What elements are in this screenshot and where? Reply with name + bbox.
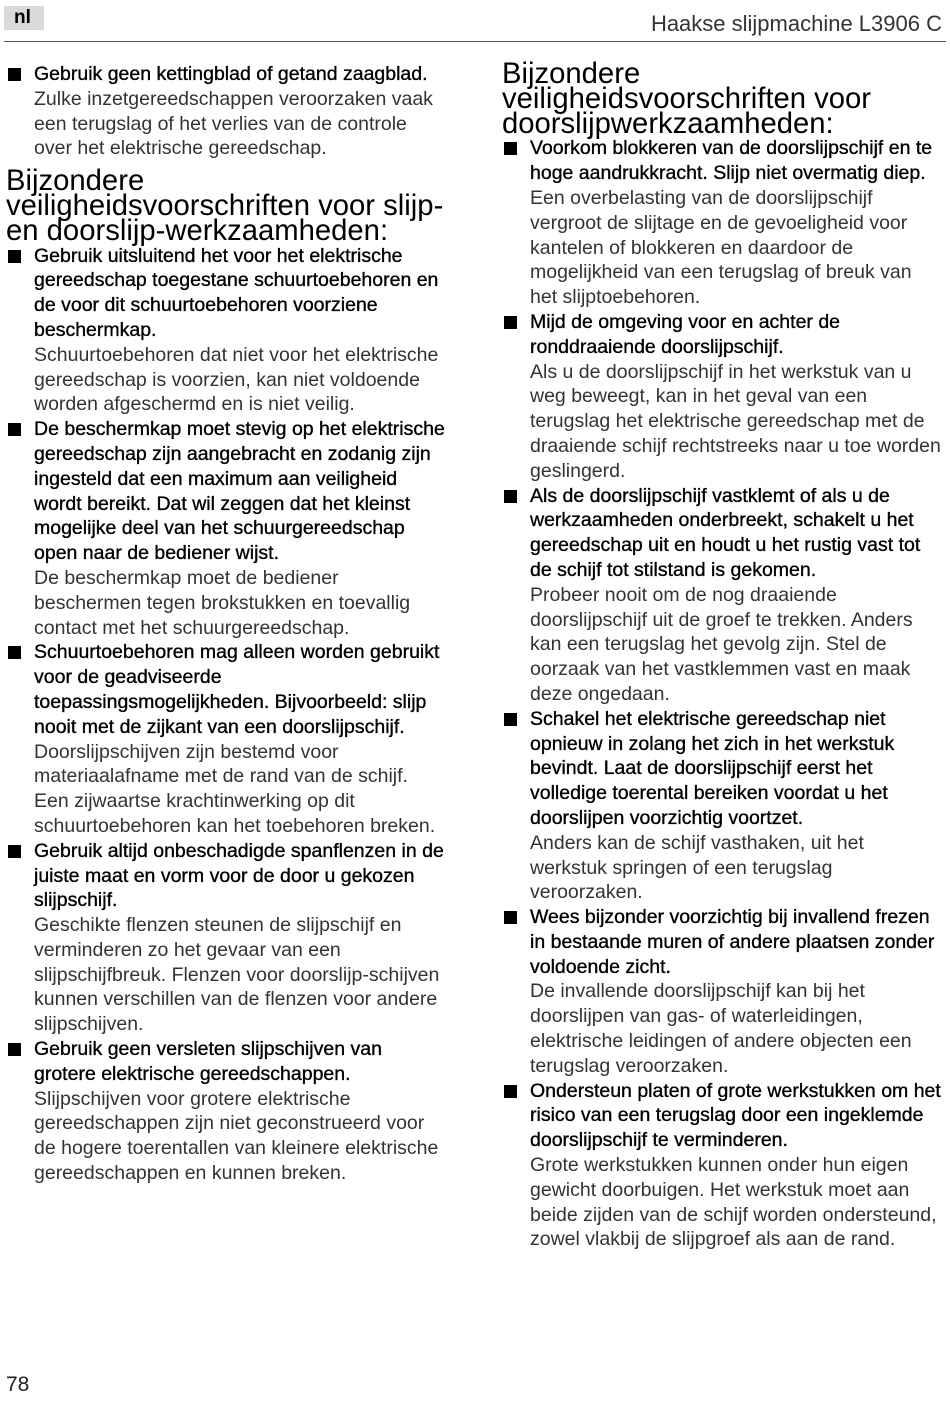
item-body: Anders kan de schijf vasthaken, uit het werkstuk springen of een terugslag veroorzaken. [530, 831, 864, 904]
item-body: De beschermkap moet de bediener beschermen tegen brokstukken en toevallig contact met het schuurgereedschap. [34, 566, 411, 639]
section-heading: Bijzondere veiligheidsvoorschriften voor slijp- en doorslijp-werkzaamheden: [6, 165, 444, 247]
item-lead: Gebruik uitsluitend het voor het elektrische gereedschap toegestane schuurtoebehoren en de voor dit schuurtoebehoren voorziene beschermkap. [34, 244, 439, 341]
item-body: Zulke inzetgereedschappen veroorzaken vaak een terugslag of het verlies van de controle over het elektrische gereedschap. [34, 87, 433, 160]
square-bullet-icon [504, 1085, 517, 1098]
list-item [502, 136, 942, 310]
square-bullet-icon [504, 911, 517, 924]
item-body: Slijpschijven voor grotere elektrische gereedschappen zijn niet geconstrueerd voor de hogere toerentallen van kleinere elektrische gereedschappen en kunnen breken. [34, 1087, 439, 1185]
item-lead: Gebruik geen kettingblad of getand zaagblad. [34, 63, 428, 85]
list-item [6, 839, 446, 1037]
item-lead: Gebruik geen versleten slijpschijven van grotere elektrische gereedschappen. [34, 1038, 382, 1085]
item-lead: De beschermkap moet stevig op het elektrische gereedschap zijn aangebracht en zodanig zijn ingesteld dat een maximum aan veiligheid wordt bereikt. Dat wil zeggen dat het kleinst mogelijke deel van het schuurgereedschap open naar de bediener wijst. [34, 418, 445, 565]
square-bullet-icon [504, 142, 517, 155]
item-lead: Ondersteun platen of grote werkstukken om het risico van een terugslag door een ingeklemde doorslijpschijf te verminderen. [530, 1079, 941, 1152]
item-body: Grote werkstukken kunnen onder hun eigen gewicht doorbuigen. Het werkstuk moet aan beide zijden van de schijf worden ondersteund, zowel vlakbij de slijpgroef als aan de rand. [530, 1154, 937, 1251]
square-bullet-icon [8, 845, 21, 858]
item-body: Geschikte flenzen steunen de slijpschijf en verminderen zo het gevaar van een slijpschijfbreuk. Flenzen voor doorslijp-schijven kunnen verschillen van de flenzen voor andere slijpschijven. [34, 914, 440, 1036]
page-number: 78 [6, 1373, 30, 1396]
list-item [502, 310, 942, 484]
list-item [6, 417, 446, 640]
header-divider [4, 41, 946, 42]
list-item [502, 707, 942, 905]
square-bullet-icon [8, 646, 21, 659]
list-item [502, 905, 942, 1079]
item-lead: Voorkom blokkeren van de doorslijpschijf en te hoge aandrukkracht. Slijp niet overmatig diep. [530, 137, 933, 185]
item-lead: Schuurtoebehoren mag alleen worden gebruikt voor de geadviseerde toepassingsmogelijkheden. Bijvoorbeeld: slijp nooit met de zijkant van een doorslijpschijf. [34, 641, 440, 738]
item-body: Probeer nooit om de nog draaiende doorslijpschijf uit de groef te trekken. Anders kan een terugslag het gevolg zijn. Stel de oorzaak van het vastklemmen vast en maak deze ongedaan. [530, 583, 913, 705]
document-title: Haakse slijpmachine L3906 C [650, 11, 942, 36]
item-body: Doorslijpschijven zijn bestemd voor materiaalafname met de rand van de schijf. Een zijwaartse krachtinwerking op dit schuurtoebehoren kan het toebehoren breken. [34, 740, 436, 837]
list-item [502, 1079, 942, 1253]
square-bullet-icon [8, 423, 21, 436]
left-column [6, 62, 446, 1186]
list-item [6, 1037, 446, 1186]
list-item [6, 244, 446, 418]
square-bullet-icon [8, 1043, 21, 1056]
section-heading: Bijzondere veiligheidsvoorschriften voor doorslijpwerkzaamheden: [502, 58, 872, 140]
item-lead: Schakel het elektrische gereedschap niet opnieuw in zolang het zich in het werkstuk bevindt. Laat de doorslijpschijf eerst het volledige toerental bereiken voordat u het doorslijpen voorzichtig voortzet. [530, 707, 895, 829]
right-column [502, 58, 942, 1252]
list-item [6, 640, 446, 838]
item-lead: Als de doorslijpschijf vastklemt of als u de werkzaamheden onderbreekt, schakelt u het gereedschap uit en houdt u het rustig vast tot de schijf tot stilstand is gekomen. [530, 484, 921, 581]
square-bullet-icon [8, 250, 21, 263]
square-bullet-icon [504, 713, 517, 726]
item-lead: Mijd de omgeving voor en achter de ronddraaiende doorslijpschijf. [530, 310, 841, 358]
item-body: Een overbelasting van de doorslijpschijf vergroot de slijtage en de gevoeligheid voor kantelen of blokkeren en daardoor de mogelijkheid van een terugslag of breuk van het slijptoebehoren. [530, 186, 912, 309]
item-body: Schuurtoebehoren dat niet voor het elektrische gereedschap is voorzien, kan niet voldoende worden afgeschermd en is niet veilig. [34, 343, 439, 416]
list-item [6, 62, 446, 161]
item-lead: Wees bijzonder voorzichtig bij invallend frezen in bestaande muren of andere plaatsen zonder voldoende zicht. [530, 906, 935, 978]
square-bullet-icon [504, 316, 517, 329]
list-item [502, 484, 942, 707]
square-bullet-icon [504, 490, 517, 503]
square-bullet-icon [8, 68, 21, 81]
language-tag: nl [4, 6, 44, 30]
item-body: De invallende doorslijpschijf kan bij het doorslijpen van gas- of waterleidingen, elektrische leidingen of andere objecten een terugslag veroorzaken. [530, 980, 912, 1077]
item-lead: Gebruik altijd onbeschadigde spanflenzen in de juiste maat en vorm voor de door u gekozen slijpschijf. [34, 839, 444, 912]
item-body: Als u de doorslijpschijf in het werkstuk van u weg beweegt, kan in het geval van een terugslag het elektrische gereedschap met de draaiende schijf rechtstreeks naar u toe worden geslingerd. [530, 360, 941, 482]
